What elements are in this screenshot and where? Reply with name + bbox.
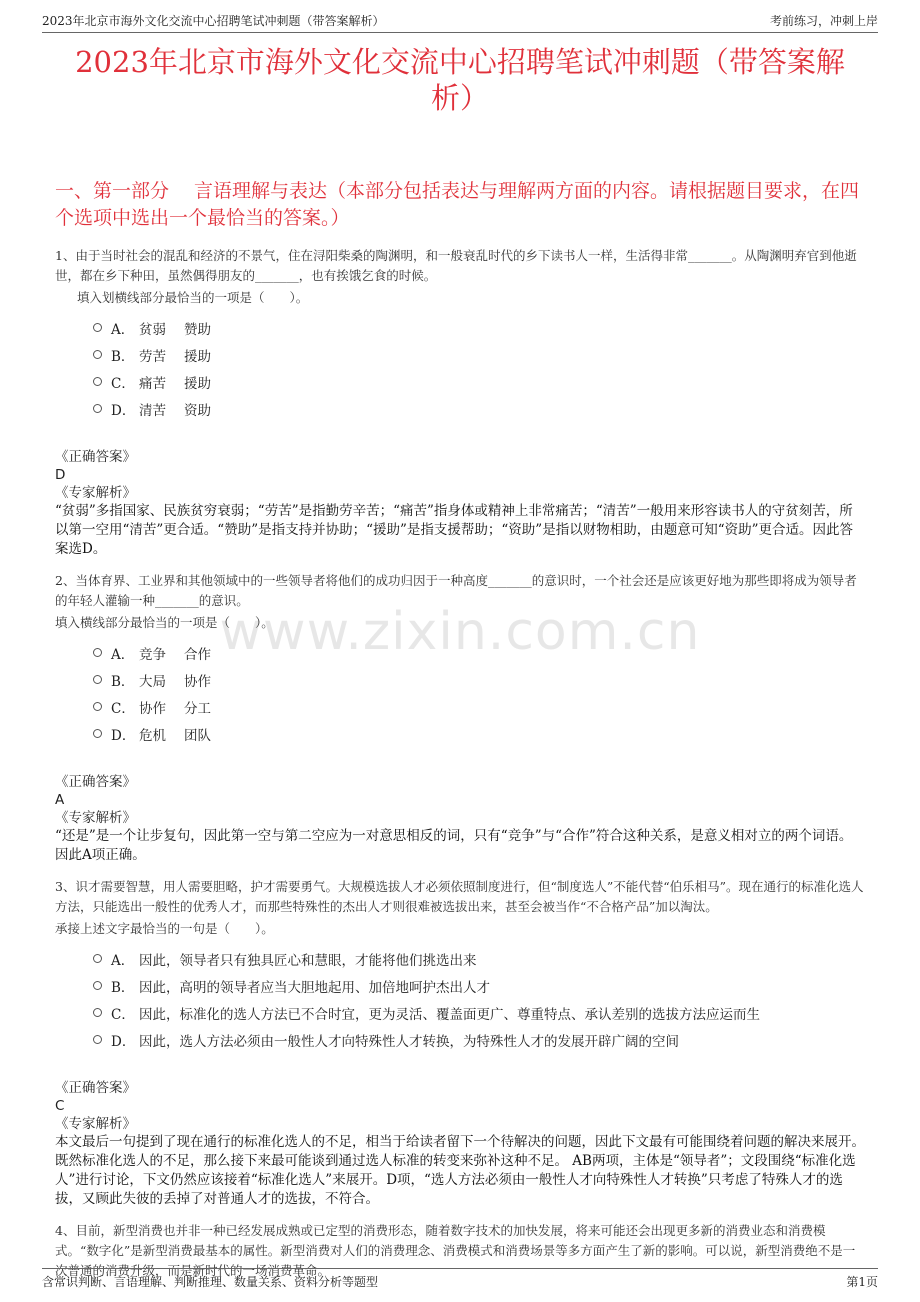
option-list [93,639,865,747]
option-a[interactable]: A． 贫弱 赞助 [93,314,865,341]
radio-icon[interactable] [93,648,102,657]
radio-icon[interactable] [93,404,102,413]
question-prompt: 填入划横线部分最恰当的一项是（ ）。 [77,290,309,305]
explanation-label: 《专家解析》 [55,485,136,501]
explanation-text: “还是”是一个让步复句，因此第一空与第二空应为一对意思相反的词，只有“竞争”与“合作”符合这种关系，是意义相对立的两个词语。因此A项正确。 [55,828,853,863]
radio-icon[interactable] [93,702,102,711]
answer-label: 《正确答案》 [55,1080,136,1096]
option-list [93,314,865,422]
radio-icon[interactable] [93,729,102,738]
answer-value: A [55,792,65,808]
answer-value: C [55,1098,65,1114]
question-stem: 3、识才需要智慧，用人需要胆略，护才需要勇气。大规模选拔人才必须依照制度进行，但“制度选人”不能代替“伯乐相马”。现在通行的标准化选人方法，只能选出一般性的优秀人才，而那些特殊性的杰出人才则很难被选拔出来，甚至会被当作“不合格产品”加以淘汰。 [55,879,864,914]
option-b[interactable]: B． 因此，高明的领导者应当大胆地起用、加倍地呵护杰出人才 [93,972,865,999]
footer-topics: 含常识判断、言语理解、判断推理、数量关系、资料分析等题型 [42,1275,379,1289]
option-c[interactable]: C． 协作 分工 [93,693,865,720]
explanation-label: 《专家解析》 [55,1116,136,1132]
question-1 [55,246,865,559]
page-footer [42,1268,878,1293]
question-stem: 4、目前，新型消费也并非一种已经发展成熟或已定型的消费形态，随着数字技术的加快发展，将来可能还会出现更多新的消费业态和消费模式。“数字化”是新型消费最基本的属性。新型消费对人们的消费理念、消费模式和消费场景等多方面产生了新的影响。可以说，新型消费绝不是一次普通的消费升级，而是新时代的一场消费革命。 [55,1223,856,1278]
radio-icon[interactable] [93,1008,102,1017]
radio-icon[interactable] [93,1035,102,1044]
question-3 [55,877,865,1209]
option-d[interactable]: D． 清苦 资助 [93,395,865,422]
option-a[interactable]: A． 竞争 合作 [93,639,865,666]
question-stem: 1、由于当时社会的混乱和经济的不景气，住在浔阳柴桑的陶渊明，和一般衰乱时代的乡下读书人一样，生活得非常_______。从陶渊明弃官到他逝世，都在乡下种田，虽然偶得朋友的_______，也有挨饿乞食的时候。 [55,248,857,283]
radio-icon[interactable] [93,954,102,963]
radio-icon[interactable] [93,323,102,332]
option-a[interactable]: A． 因此，领导者只有独具匠心和慧眼，才能将他们挑选出来 [93,945,865,972]
page-header [42,10,878,33]
option-c[interactable]: C． 因此，标准化的选人方法已不合时宜，更为灵活、覆盖面更广、尊重特点、承认差别的选拔方法应运而生 [93,999,865,1026]
watermark: www.zixin.com.cn [219,602,701,662]
explanation-text: 本文最后一句提到了现在通行的标准化选人的不足，相当于给读者留下一个待解决的问题，因此下文最有可能围绕着问题的解决来展开。既然标准化选人的不足，那么接下来最可能谈到通过选人标准的转变来弥补这种不足。 AB两项，主体是“领导者”；文段围绕“标准化选人”进行讨论，下文仍然应该接着“标准化选人”来展开。D项，“选人方法必须由一般性人才向特殊性人才转换”只考虑了特殊人才的选拔，又顾此失彼的丢掉了对普通人才的选拔，不符合。 [55,1134,865,1207]
header-doc-title: 2023年北京市海外文化交流中心招聘笔试冲刺题（带答案解析） [42,14,385,28]
answer-label: 《正确答案》 [55,449,136,465]
question-list [55,246,865,1293]
question-2 [55,571,865,865]
answer-value: D [55,467,66,483]
option-d[interactable]: D． 危机 团队 [93,720,865,747]
answer-label: 《正确答案》 [55,774,136,790]
option-c[interactable]: C． 痛苦 援助 [93,368,865,395]
radio-icon[interactable] [93,981,102,990]
question-prompt: 填入横线部分最恰当的一项是（ ）。 [55,615,274,630]
option-list [93,945,865,1053]
option-b[interactable]: B． 大局 协作 [93,666,865,693]
page-number: 第1页 [846,1275,878,1289]
question-stem: 2、当体育界、工业界和其他领域中的一些领导者将他们的成功归因于一种高度_______的意识时，一个社会还是应该更好地为那些即将成为领导者的年轻人灌输一种_______的意识。 [55,573,857,608]
header-slogan: 考前练习，冲刺上岸 [769,14,878,28]
radio-icon[interactable] [93,377,102,386]
section-heading: 一、第一部分 言语理解与表达（本部分包括表达与理解两方面的内容。请根据题目要求，在四个选项中选出一个最恰当的答案。） [55,180,860,229]
question-prompt: 承接上述文字最恰当的一句是（ ）。 [55,921,274,936]
explanation-label: 《专家解析》 [55,810,136,826]
option-b[interactable]: B． 劳苦 援助 [93,341,865,368]
radio-icon[interactable] [93,675,102,684]
option-d[interactable]: D． 因此，选人方法必须由一般性人才向特殊性人才转换，为特殊性人才的发展开辟广阔的空间 [93,1026,865,1053]
radio-icon[interactable] [93,350,102,359]
document-title: 2023年北京市海外文化交流中心招聘笔试冲刺题（带答案解析） [75,45,845,115]
explanation-text: “贫弱”多指国家、民族贫穷衰弱；“劳苦”是指勤劳辛苦；“痛苦”指身体或精神上非常痛苦；“清苦”一般用来形容读书人的守贫刻苦，所以第一空用“清苦”更合适。“赞助”是指支持并协助；“援助”是指支援帮助；“资助”是指以财物相助，由题意可知“资助”更合适。因此答案选D。 [55,503,854,557]
